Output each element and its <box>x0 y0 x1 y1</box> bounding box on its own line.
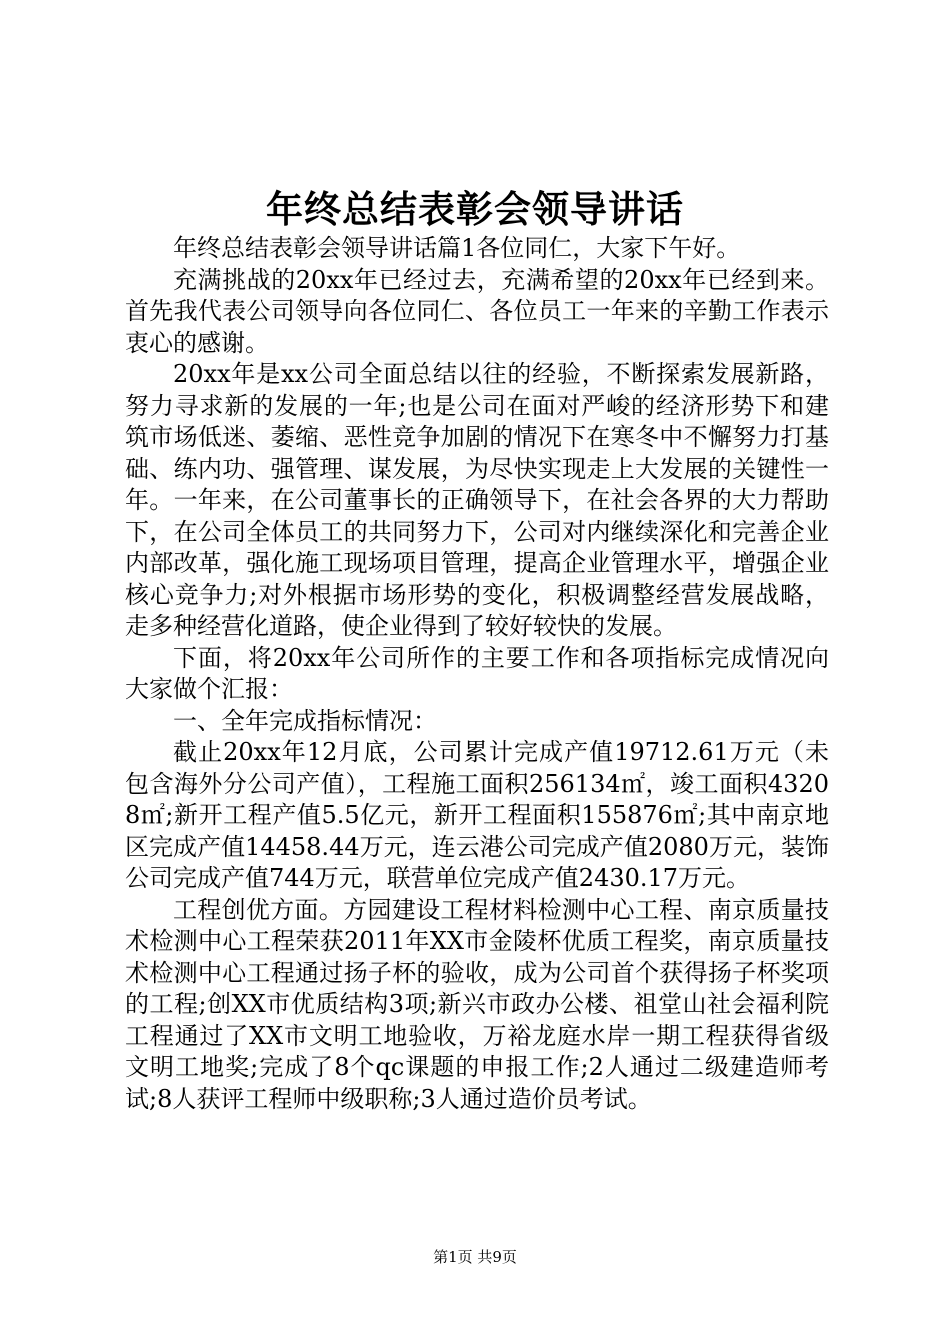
paragraph-report-intro: 下面，将20xx年公司所作的主要工作和各项指标完成情况向大家做个汇报： <box>125 643 829 703</box>
paragraph-year-review: 20xx年是xx公司全面总结以往的经验，不断探索发展新路，努力寻求新的发展的一年;也是公司在面对严峻的经济形势下和建筑市场低迷、萎缩、恶性竞争加剧的情况下在寒冬中不懈努力打基础、练内功、强管理、谋发展，为尽快实现走上大发展的关键性一年。一年来，在公司董事长的正确领导下，在社会各界的大力帮助下，在公司全体员工的共同努力下，公司对内继续深化和完善企业内部改革，强化施工现场项目管理，提高企业管理水平，增强企业核心竞争力;对外根据市场形势的变化，积极调整经营发展战略，走多种经营化道路，使企业得到了较好较快的发展。 <box>125 360 829 640</box>
paragraph-greeting: 年终总结表彰会领导讲话篇1各位同仁，大家下午好。 <box>173 234 741 262</box>
page-number-footer: 第1页 共9页 <box>433 1248 517 1266</box>
document-body <box>125 233 829 1115</box>
paragraph-opening: 充满挑战的20xx年已经过去，充满希望的20xx年已经到来。首先我代表公司领导向各位同仁、各位员工一年来的辛勤工作表示衷心的感谢。 <box>125 265 829 357</box>
paragraph-quality-awards: 工程创优方面。方园建设工程材料检测中心工程、南京质量技术检测中心工程荣获2011年XX市金陵杯优质工程奖，南京质量技术检测中心工程通过扬子杯的验收，成为公司首个获得扬子杯奖项的工程;创XX市优质结构3项;新兴市政办公楼、祖堂山社会福利院工程通过了XX市文明工地验收，万裕龙庭水岸一期工程获得省级文明工地奖;完成了8个qc课题的申报工作;2人通过二级建造师考试;8人获评工程师中级职称;3人通过造价员考试。 <box>125 895 829 1113</box>
document-title: 年终总结表彰会领导讲话 <box>266 187 684 231</box>
section-heading-indicators: 一、全年完成指标情况： <box>173 706 437 735</box>
paragraph-output-figures: 截止20xx年12月底，公司累计完成产值19712.61万元（未包含海外分公司产值），工程施工面积256134㎡，竣工面积43208㎡;新开工程产值5.5亿元，新开工程面积155876㎡;其中南京地区完成产值14458.44万元，连云港公司完成产值2080万元，装饰公司完成产值744万元，联营单位完成产值2430.17万元。 <box>125 738 829 892</box>
